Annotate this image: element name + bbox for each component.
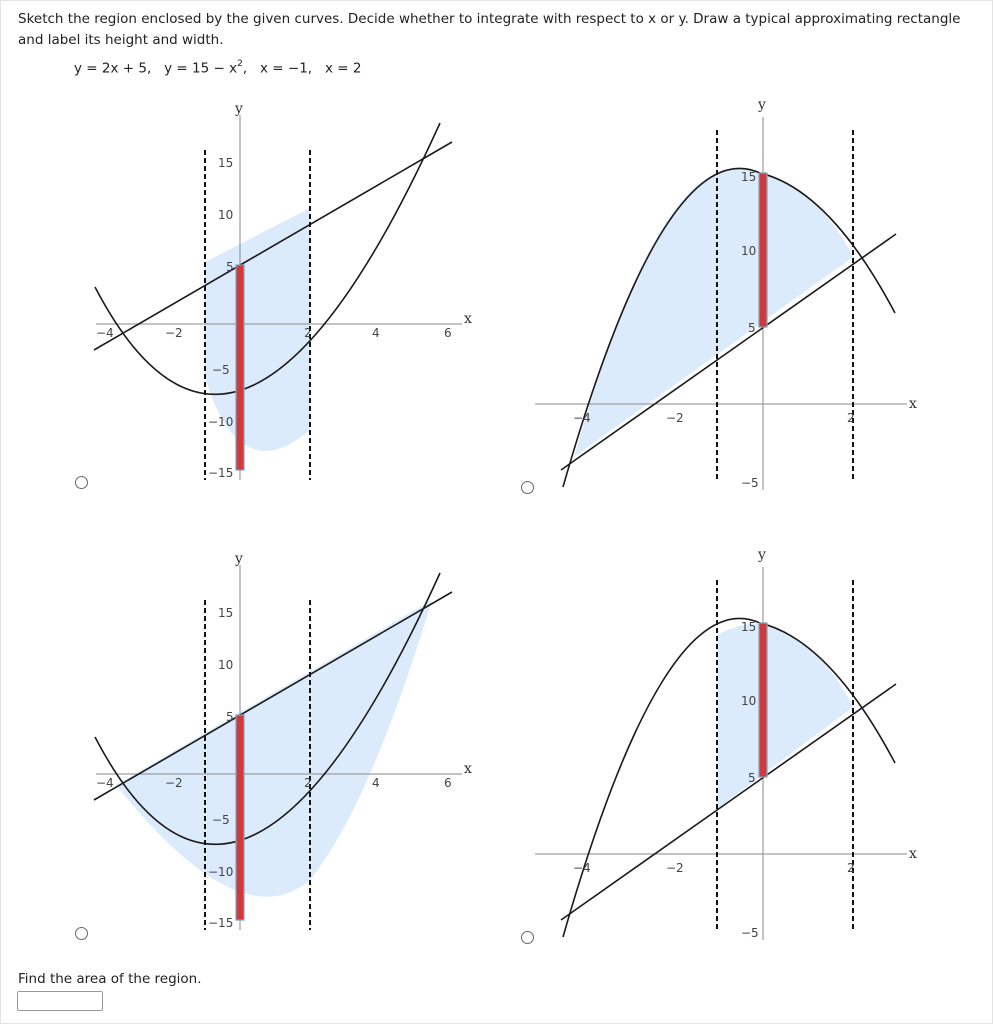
axis-x-label: x xyxy=(909,846,917,862)
axis-y-label: y xyxy=(235,101,243,117)
x-tick-label: 4 xyxy=(372,326,380,340)
y-tick-label: 10 xyxy=(218,658,234,672)
y-tick-label: 10 xyxy=(218,208,234,222)
axis-x-label: x xyxy=(464,761,472,777)
shaded-region xyxy=(717,623,853,809)
option-b-graph xyxy=(535,95,925,495)
y-tick-label: 5 xyxy=(226,260,234,274)
x-tick-label: 2 xyxy=(304,326,312,340)
approx-rectangle xyxy=(236,715,244,920)
option-c-graph xyxy=(90,545,480,945)
curve-line-rhs: 2x + 5, xyxy=(101,60,152,77)
y-tick-label: 15 xyxy=(218,606,234,620)
curve-parabola-lhs: y xyxy=(164,60,173,77)
option-d-graph xyxy=(535,545,925,945)
x-tick-label: −2 xyxy=(666,861,684,875)
x-tick-label: −2 xyxy=(666,411,684,425)
axis-y-label: y xyxy=(758,547,766,563)
axis-y-label: y xyxy=(758,97,766,113)
y-tick-label: 15 xyxy=(741,170,757,184)
x-tick-label: 2 xyxy=(847,411,855,425)
x-tick-label: 4 xyxy=(372,776,380,790)
x-tick-label: −2 xyxy=(165,776,183,790)
shaded-region xyxy=(574,168,853,457)
area-answer-input[interactable] xyxy=(17,991,103,1011)
x-tick-label: 2 xyxy=(847,861,855,875)
x-tick-label: −2 xyxy=(165,326,183,340)
axis-y-label: y xyxy=(235,551,243,567)
curve-parabola-base: 15 − x xyxy=(192,60,238,77)
y-tick-label: 5 xyxy=(226,710,234,724)
y-tick-label: −10 xyxy=(208,865,234,879)
y-tick-label: 5 xyxy=(748,321,756,335)
option-a-graph xyxy=(90,95,480,495)
option-a-radio[interactable] xyxy=(75,476,88,489)
x-tick-label: 6 xyxy=(444,326,452,340)
option-d-radio[interactable] xyxy=(521,931,534,944)
x-tick-label: 6 xyxy=(444,776,452,790)
axis-x-label: x xyxy=(909,396,917,412)
approx-rectangle xyxy=(236,265,244,470)
curve-line-lhs: y xyxy=(74,60,82,77)
shaded-region xyxy=(116,600,432,897)
y-tick-label: 15 xyxy=(218,156,234,170)
option-c-radio[interactable] xyxy=(75,927,88,940)
y-tick-label: 10 xyxy=(741,244,757,258)
y-tick-label: −15 xyxy=(208,916,234,930)
option-b-radio[interactable] xyxy=(521,481,534,494)
x-tick-label: −4 xyxy=(96,326,114,340)
curve-right-bound: x = 2 xyxy=(324,60,362,77)
y-tick-label: 10 xyxy=(741,694,757,708)
y-tick-label: −5 xyxy=(212,363,230,377)
approx-rectangle xyxy=(759,173,767,327)
approx-rectangle xyxy=(759,623,767,777)
x-tick-label: 2 xyxy=(304,776,312,790)
question-prompt: Sketch the region enclosed by the given curves. Decide whether to integrate with respect to x or y. Draw a typical approximating rectangle and label its height and width. xyxy=(18,11,961,48)
curve-parabola-tail: , xyxy=(242,60,248,77)
x-tick-label: −4 xyxy=(573,411,591,425)
y-tick-label: −5 xyxy=(212,813,230,827)
y-tick-label: 15 xyxy=(741,620,757,634)
equations-list: y = 2x + 5, $y = 15 - x^2$, x = −1, x = 2 xyxy=(74,59,362,77)
y-tick-label: −5 xyxy=(741,926,759,940)
y-tick-label: 5 xyxy=(748,771,756,785)
y-tick-label: −15 xyxy=(208,466,234,480)
y-tick-label: −10 xyxy=(208,415,234,429)
x-tick-label: −4 xyxy=(96,776,114,790)
y-tick-label: −5 xyxy=(741,476,759,490)
find-area-label: Find the area of the region. xyxy=(18,971,202,987)
curve-parabola-exponent: 2 xyxy=(237,59,243,69)
curve-left-bound: x = −1, xyxy=(260,60,313,77)
x-tick-label: −4 xyxy=(573,861,591,875)
axis-x-label: x xyxy=(464,311,472,327)
